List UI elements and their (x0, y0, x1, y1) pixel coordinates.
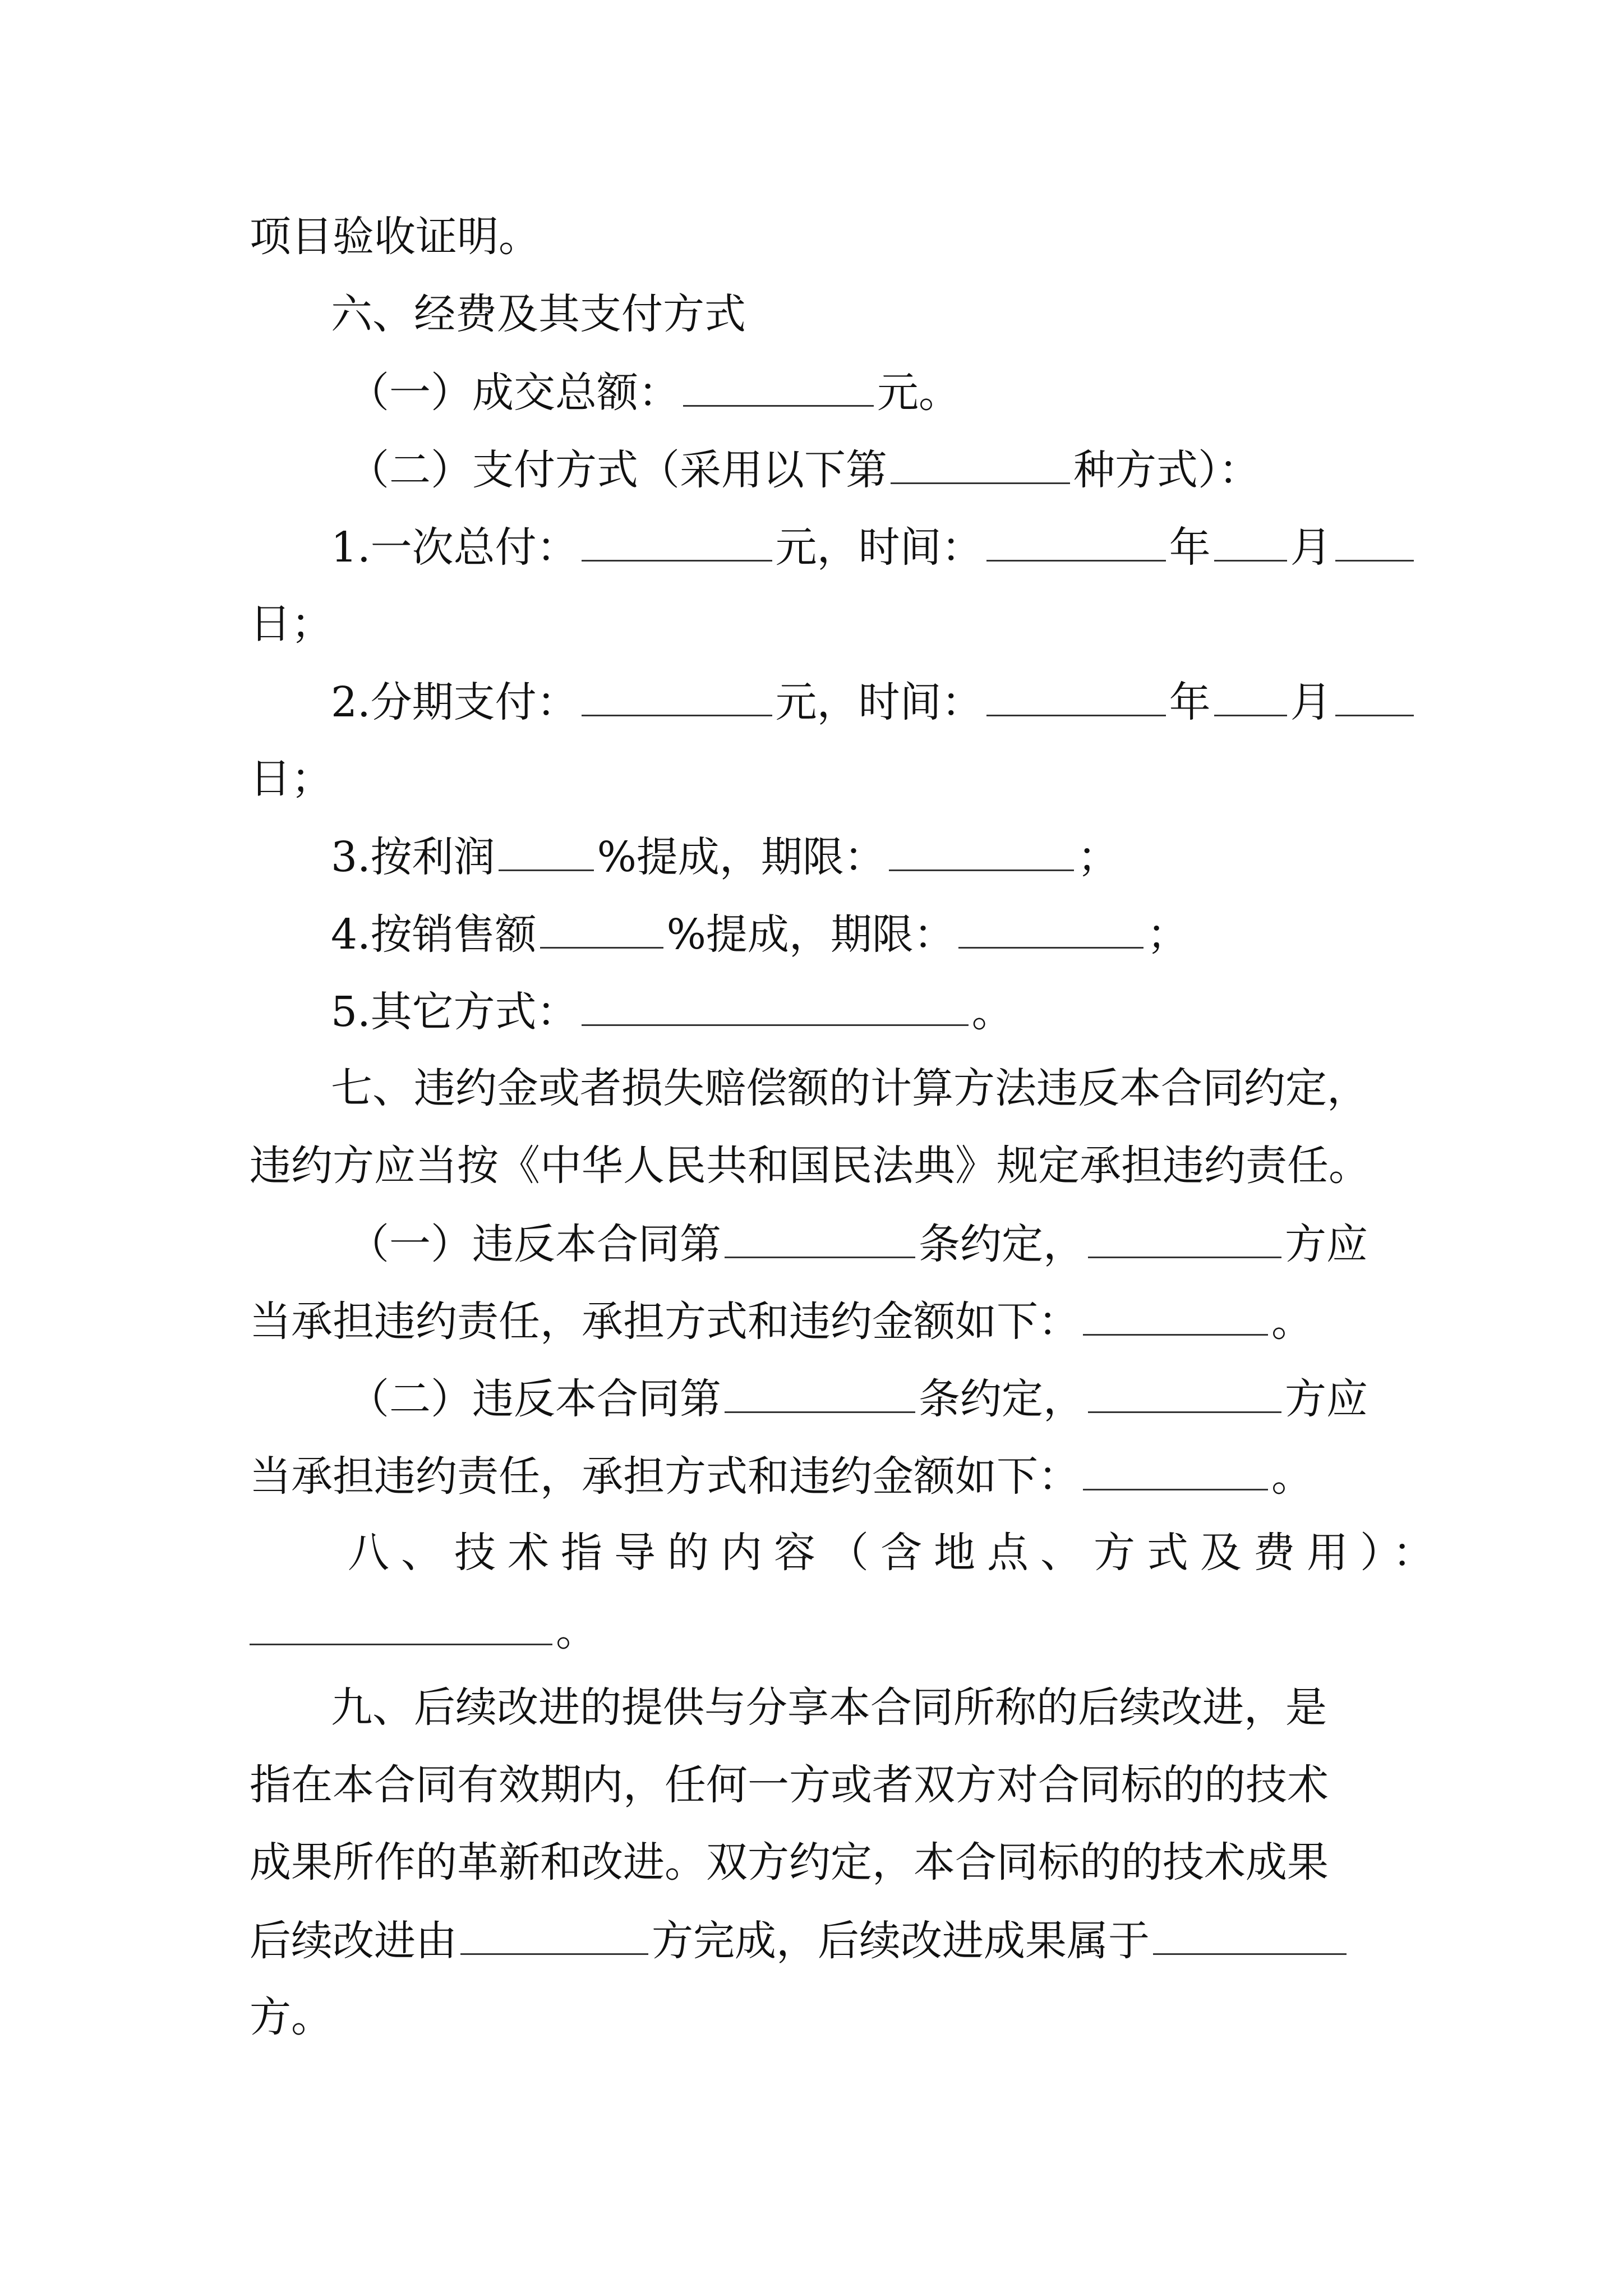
line-text: 方。 (250, 1993, 333, 2041)
line-text: 5.其它方式： (331, 988, 578, 1036)
line-text: ； (1146, 910, 1188, 959)
line-text: 2.分期支付： (331, 678, 578, 726)
line-text: 违约方应当按《中华人民共和国民法典》规定承担违约责任。 (250, 1142, 1370, 1190)
fill-blank[interactable] (582, 983, 969, 1026)
line-text: 后续改进由 (250, 1917, 457, 1965)
line-text: 年 (1169, 678, 1211, 726)
line-text: 元，时间： (775, 678, 983, 726)
text-line (250, 1602, 597, 1658)
text-line (250, 1912, 1350, 1968)
line-text: 日； (250, 754, 333, 803)
line-text: （二）违反本合同第 (348, 1375, 721, 1423)
line-text: 九、后续改进的提供与分享本合同所称的后续改进，是 (331, 1683, 1327, 1732)
section-heading (348, 1525, 1446, 1581)
fill-blank[interactable] (460, 1912, 648, 1955)
text-line (331, 905, 1188, 961)
text-line (348, 364, 960, 420)
fill-blank[interactable] (1083, 1292, 1268, 1336)
fill-blank[interactable] (1153, 1912, 1347, 1955)
fill-blank[interactable] (891, 441, 1070, 484)
section-heading (331, 1680, 1327, 1736)
line-text: 当承担违约责任，承担方式和违约金额如下： (250, 1297, 1080, 1346)
line-text: ； (1077, 833, 1119, 881)
fill-blank[interactable] (250, 1602, 552, 1645)
line-text: 元，时间： (775, 523, 983, 572)
line-text: 种方式）： (1073, 446, 1260, 494)
line-text: 3.按利润 (331, 833, 495, 881)
line-text: 。 (971, 988, 1013, 1036)
line-text: 六、经费及其支付方式 (331, 290, 746, 338)
text-line (250, 1989, 333, 2045)
fill-blank[interactable] (1214, 673, 1287, 716)
fill-blank[interactable] (1335, 518, 1414, 562)
fill-blank[interactable] (540, 905, 663, 949)
line-text: 指在本合同有效期内，任何一方或者双方对合同标的的技术 (250, 1761, 1329, 1809)
line-text: （一）违反本合同第 (348, 1220, 721, 1268)
line-text: 方完成，后续改进成果属于 (652, 1917, 1150, 1965)
line-text: 年 (1169, 523, 1211, 572)
text-line (250, 1757, 1329, 1813)
line-text: （二）支付方式（采用以下第 (348, 446, 887, 494)
line-text: 当承担违约责任，承担方式和违约金额如下： (250, 1452, 1080, 1501)
section-heading (331, 286, 746, 342)
fill-blank[interactable] (582, 673, 772, 716)
line-text: 4.按销售额 (331, 910, 537, 959)
fill-blank[interactable] (1088, 1215, 1281, 1258)
line-text: 七、违约金或者损失赔偿额的计算方法违反本合同约定， (331, 1064, 1368, 1112)
fill-blank[interactable] (725, 1215, 915, 1258)
fill-blank[interactable] (1214, 518, 1287, 562)
text-line (348, 1215, 1368, 1271)
fill-blank[interactable] (958, 905, 1144, 949)
text-line (250, 1292, 1313, 1349)
text-line (331, 518, 1417, 574)
fill-blank[interactable] (986, 673, 1166, 716)
fill-blank[interactable] (889, 828, 1074, 871)
line-text: 条约定， (919, 1375, 1085, 1423)
line-text: 日； (250, 600, 333, 648)
fill-blank[interactable] (1088, 1370, 1281, 1413)
line-text: 。 (1271, 1297, 1313, 1346)
line-text: 1.一次总付： (331, 523, 578, 572)
fill-blank[interactable] (683, 364, 874, 407)
line-text: 方应 (1285, 1220, 1368, 1268)
text-line (348, 441, 1260, 497)
line-text: %提成，期限： (597, 833, 886, 881)
text-line (250, 1447, 1313, 1503)
line-text: 成果所作的革新和改进。双方约定，本合同标的的技术成果 (250, 1838, 1329, 1887)
text-line (250, 1138, 1370, 1194)
line-text: 。 (1271, 1452, 1313, 1501)
line-text: 元。 (877, 369, 960, 417)
fill-blank[interactable] (1335, 673, 1414, 716)
fill-blank[interactable] (986, 518, 1166, 562)
section-heading (331, 1060, 1368, 1116)
line-text: 项目验收证明。 (250, 213, 540, 261)
fill-blank[interactable] (725, 1370, 915, 1413)
text-line (331, 828, 1119, 884)
line-text: 八、技术指导的内容（含地点、方式及费用）： (348, 1529, 1446, 1577)
text-line (250, 596, 333, 652)
line-text: 月 (1290, 678, 1332, 726)
line-text: 月 (1290, 523, 1332, 572)
text-line (331, 983, 1013, 1039)
line-text: 方应 (1285, 1375, 1368, 1423)
text-line (250, 751, 333, 807)
text-line (348, 1370, 1368, 1426)
line-text: 条约定， (919, 1220, 1085, 1268)
text-line (250, 209, 540, 265)
text-line (331, 673, 1417, 729)
line-text: 。 (556, 1607, 597, 1655)
fill-blank[interactable] (582, 518, 772, 562)
fill-blank[interactable] (499, 828, 594, 871)
text-line (250, 1834, 1329, 1890)
fill-blank[interactable] (1083, 1447, 1268, 1490)
line-text: %提成，期限： (666, 910, 955, 959)
line-text: （一）成交总额： (348, 369, 680, 417)
